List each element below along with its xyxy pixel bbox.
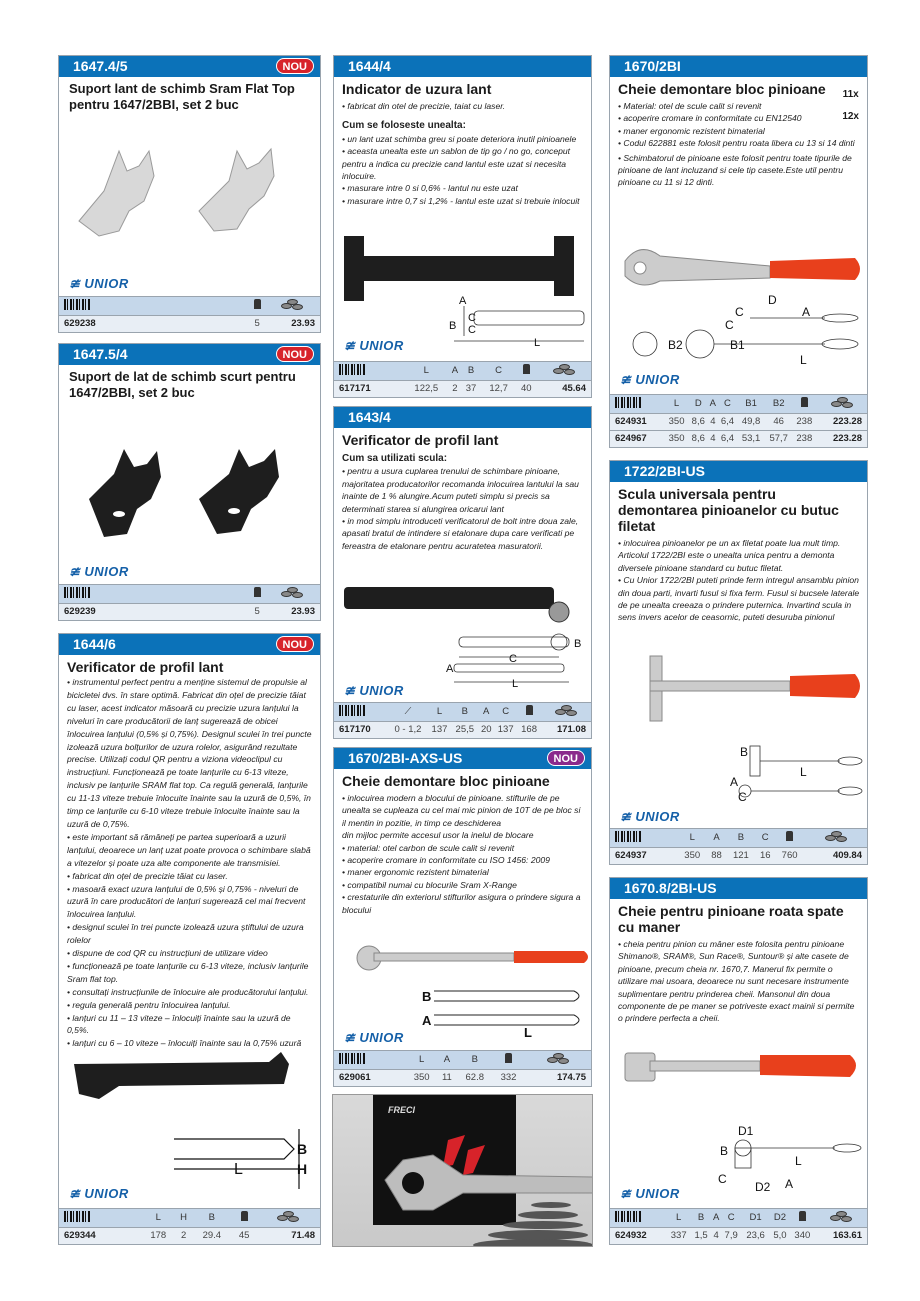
article-code: 629239 — [59, 603, 130, 620]
description-bullet: • instrumentul perfect pentru a menține sistemul de propulsie al bicicletei dvs. în stare optimă. Fabricat din oțel de precizie tăiat cu laser, acest indicator măsoară cu precizie uzura lanțului la niveluri în care producătorii de lanț sugerează de obicei înlocuirea lanțului (0,5% și 0,75%). Designul sculei în trei puncte izolează uzura bolțurilor de uzura rolelor, asigurând rezultate precise. Utilizați codul QR pentru a viziona videoclipul cu instrucțiuni. Funcționează pe toate lanțurile cu 6-13 viteze, inclusiv pe lanțurile SRAM flat top. Ca regulă generală, lanțurile cu 11-13 viteze trebuie înlocuite înainte sau la uzură de 0,5%, în timp ce lanțurile cu 6-10 viteze trebuie înlocuite înainte sau la uzură de 0,75%. — [67, 677, 312, 829]
cell: 137 — [494, 721, 517, 738]
barcode-icon — [339, 1053, 365, 1064]
weight-value: 760 — [775, 847, 804, 864]
cell: 4 — [708, 430, 717, 447]
price-value: 174.75 — [524, 1069, 591, 1086]
description-bullet: • aceasta unealta este un sablon de tip go / no go, conceput pentru a indica cu precizie cand lantul este uzat si necesita inlocuire. — [342, 146, 571, 182]
angle-icon: ⟋ — [388, 703, 428, 721]
cell: 350 — [665, 413, 689, 430]
price-value: 223.28 — [816, 413, 867, 430]
unior-logo: ≇ UNIOR — [69, 276, 129, 291]
cell: 2 — [449, 380, 461, 397]
table-row — [334, 380, 591, 397]
unior-logo-icon: ≇ — [69, 1186, 81, 1201]
coins-icon — [547, 1053, 569, 1064]
svg-text:C: C — [735, 305, 744, 319]
column-header: L — [428, 703, 451, 721]
cell: 23,6 — [741, 1227, 769, 1244]
cell: 46 — [765, 413, 793, 430]
product-card-1722-2bi-us — [609, 460, 868, 865]
column-header: C — [481, 362, 516, 380]
svg-text:C: C — [468, 324, 476, 336]
product-description — [610, 534, 867, 624]
product-title: Suport lant de schimb Sram Flat Top pentru 1647/2BBI, set 2 buc — [69, 81, 295, 112]
table-row — [59, 603, 320, 620]
new-badge: NOU — [276, 636, 314, 652]
barcode-icon — [64, 587, 90, 598]
table-row — [59, 1227, 320, 1244]
price-value: 45.64 — [536, 380, 591, 397]
description-bullet: • designul sculei în trei puncte izolează uzura știftului de uzura rolelor — [67, 922, 304, 946]
svg-text:B: B — [449, 320, 457, 332]
new-badge: NOU — [276, 58, 314, 74]
coins-icon — [831, 397, 853, 408]
weight-value: 45 — [232, 1227, 256, 1244]
column-header-L: L — [141, 1209, 176, 1227]
price-value: 23.93 — [264, 603, 320, 620]
cell: 121 — [726, 847, 755, 864]
unior-logo: ≇ UNIOR — [620, 372, 680, 387]
column-header: B — [451, 703, 478, 721]
product-code: 1670/2BI — [624, 58, 681, 74]
column-header: B — [461, 362, 481, 380]
description-bullet: • dispune de cod QR cu instrucțiuni de utilizare video — [67, 948, 268, 959]
unior-logo: ≇ UNIOR — [620, 1186, 680, 1201]
product-table — [59, 1208, 320, 1244]
svg-text:A: A — [459, 295, 467, 307]
column-header: B2 — [765, 395, 793, 413]
weight-value: 5 — [250, 315, 264, 332]
coins-icon — [553, 364, 575, 375]
cell: 350 — [406, 1069, 437, 1086]
product-code-header — [610, 878, 867, 899]
svg-text:B: B — [422, 989, 432, 1004]
product-table — [334, 702, 591, 738]
description-bullet: • consultați instrucțiunile de înlocuire ale producătorului lanțului. — [67, 986, 309, 997]
cell: 2 — [176, 1227, 191, 1244]
unior-logo: ≇ UNIOR — [620, 809, 680, 824]
table-row — [610, 847, 867, 864]
svg-text:L: L — [534, 337, 541, 349]
product-card-1670-2bi-axs-us — [333, 747, 592, 1087]
description-bullet: • Material: otel de scule calit si revenit — [618, 101, 762, 111]
weight-value: 340 — [790, 1227, 814, 1244]
weight-value: 238 — [792, 430, 816, 447]
table-row — [610, 430, 867, 447]
product-code: 1647.5/4 — [73, 346, 128, 362]
description-bullet: • in mod simplu introduceti verificatorul de bolt intre doua zale, apasati bratul de intindere si etalonare dupa care verificati pe fereastra de etalonare pentru acuratetea masuratorii. — [342, 516, 579, 551]
svg-text:A: A — [446, 663, 454, 675]
column-header: C — [718, 395, 738, 413]
unior-logo-icon: ≇ — [69, 276, 81, 291]
svg-text:B: B — [720, 1144, 729, 1158]
product-title: Verificator de profil lant — [67, 659, 224, 675]
product-title: Cheie demontare bloc pinioane — [342, 773, 550, 789]
product-code: 1644/4 — [348, 58, 391, 74]
product-table — [610, 828, 867, 864]
description-bullet: • masurare intre 0 si 0,6% - lantul nu este uzat — [342, 183, 518, 194]
description-bullet: • material: otel carbon de scule calit si revenit — [342, 842, 515, 853]
product-card-1644-4 — [333, 55, 592, 398]
product-table — [334, 1050, 591, 1086]
coins-icon — [277, 1211, 299, 1222]
coins-icon — [281, 299, 303, 310]
table-row — [59, 315, 320, 332]
cell: 11 — [437, 1069, 456, 1086]
cell: 88 — [707, 847, 726, 864]
column-header: A — [708, 395, 717, 413]
cell: 337 — [666, 1227, 690, 1244]
svg-text:L: L — [800, 765, 807, 779]
cell: 1,5 — [691, 1227, 711, 1244]
weight-value: 5 — [250, 603, 264, 620]
svg-text:D: D — [768, 293, 777, 307]
product-title: Verificator de profil lant — [342, 432, 499, 448]
unior-logo-icon: ≇ — [620, 809, 632, 824]
unior-logo: ≇ UNIOR — [344, 1030, 404, 1045]
column-header: L — [666, 1209, 690, 1227]
description-bullet: • pentru a usura cuplarea trenului de schimbare pinioane, majoritatea producatorilor recomanda inlocuirea lantului la sau inainte de 1 % alungire.Acum puteti simplu si precis sa determinati starea si alungirea oricarui lant — [342, 466, 579, 514]
product-card-1647-5-4 — [58, 343, 321, 621]
cell: 20 — [478, 721, 494, 738]
svg-text:B2: B2 — [668, 338, 683, 352]
description-subheading: Cum sa utilizati scula: — [342, 453, 448, 464]
column-header: L — [406, 1051, 437, 1069]
description-bullet: • masoară exact uzura lanțului de 0,5% și 0,75% - niveluri de uzură în care producători de lanțuri sugerează cel mai frecvent înlocuirea lanțului. — [67, 883, 306, 920]
svg-text:A: A — [802, 305, 811, 319]
product-table — [59, 584, 320, 620]
photo-brand-text: FRECI — [388, 1105, 415, 1115]
product-code: 1722/2BI-US — [624, 463, 705, 479]
description-bullet: • maner ergonomic rezistent bimaterial — [618, 125, 765, 136]
table-row — [334, 721, 591, 738]
product-image — [59, 439, 320, 559]
cell: 6,4 — [718, 430, 738, 447]
svg-text:L: L — [234, 1161, 243, 1178]
column-header: A — [449, 362, 461, 380]
unior-logo-icon: ≇ — [69, 564, 81, 579]
table-row — [334, 1069, 591, 1086]
cell: 4 — [708, 413, 717, 430]
cell: 7,9 — [721, 1227, 741, 1244]
product-code-header — [59, 634, 320, 655]
description-bullet: • masurare intre 0,7 si 1,2% - lantul este uzat si trebuie inlocuit — [342, 195, 580, 206]
column-header: A — [711, 1209, 721, 1227]
cell: 49,8 — [737, 413, 765, 430]
unior-logo: ≇ UNIOR — [69, 564, 129, 579]
column-header: C — [721, 1209, 741, 1227]
description-bullet: • crestaturile din exteriorul stifturilor asigura o prindere sigura a blocului — [342, 892, 581, 915]
product-table — [610, 1208, 867, 1244]
weight-value: 168 — [517, 721, 540, 738]
price-value: 223.28 — [816, 430, 867, 447]
product-code: 1670.8/2BI-US — [624, 880, 717, 896]
svg-text:A: A — [785, 1177, 794, 1191]
product-title: Scula universala pentru demontarea pinioanelor cu butuc filetat — [618, 486, 839, 534]
description-bullet: • acoperire cromare in conformitate cu EN12540 — [618, 113, 802, 124]
product-description — [610, 97, 867, 189]
svg-text:B: B — [574, 638, 582, 650]
unior-logo-icon: ≇ — [344, 1030, 356, 1045]
article-code: 624931 — [610, 413, 665, 430]
svg-text:D1: D1 — [738, 1124, 754, 1138]
article-code: 629344 — [59, 1227, 141, 1244]
svg-text:L: L — [524, 1025, 532, 1040]
table-row — [610, 413, 867, 430]
new-badge: NOU — [547, 750, 585, 766]
description-bullet: • Codul 622881 este folosit pentru roata libera cu 13 si 14 dinti — [618, 138, 855, 149]
new-badge: NOU — [276, 346, 314, 362]
svg-text:A: A — [730, 775, 739, 789]
unior-logo-icon: ≇ — [620, 1186, 632, 1201]
product-description — [334, 97, 591, 207]
weight-value: 332 — [493, 1069, 524, 1086]
svg-text:L: L — [800, 353, 807, 367]
product-description — [59, 675, 320, 1050]
svg-text:A: A — [422, 1013, 432, 1028]
unior-logo: ≇ UNIOR — [344, 683, 404, 698]
article-code: 629061 — [334, 1069, 406, 1086]
description-bullet: • maner ergonomic rezistent bimaterial — [342, 867, 489, 878]
article-code: 624967 — [610, 430, 665, 447]
unior-logo: ≇ UNIOR — [344, 338, 404, 353]
column-header: C — [494, 703, 517, 721]
weight-icon — [505, 1053, 512, 1063]
column-header: B — [691, 1209, 711, 1227]
cell: 5,0 — [770, 1227, 790, 1244]
barcode-icon — [339, 705, 365, 716]
cell: 4 — [711, 1227, 721, 1244]
product-code-header — [59, 56, 320, 77]
svg-text:C: C — [468, 312, 476, 324]
cell: 62.8 — [457, 1069, 493, 1086]
cell: 16 — [756, 847, 775, 864]
column-header: D — [688, 395, 708, 413]
barcode-icon — [615, 397, 641, 408]
description-bullet: • fabricat din oțel de precizie tăiat cu laser. — [67, 870, 228, 881]
weight-icon — [786, 831, 793, 841]
coins-icon — [830, 1211, 852, 1222]
column-header: A — [478, 703, 494, 721]
column-header-B: B — [191, 1209, 232, 1227]
description-bullet: • lanțuri cu 6 – 10 viteze – înlocuiți înainte sau la 0,75% uzură — [67, 1038, 302, 1049]
article-code: 629238 — [59, 315, 130, 332]
price-value: 171.08 — [541, 721, 591, 738]
description-bullet: • funcționează pe toate lanțurile cu 6-13 viteze, inclusiv lanțurile Sram flat top. — [67, 960, 309, 984]
barcode-icon — [615, 1211, 641, 1222]
svg-text:C: C — [738, 790, 747, 804]
product-image — [610, 236, 867, 371]
product-image — [59, 1044, 320, 1194]
barcode-icon — [339, 364, 365, 375]
description-bullet: • inlocuirea modern a blocului de pinioane. stifturile de pe unealta se cupleaza cu cel mai mic pinion de 10T de pe bloc si il mentin in pozitie, in timp ce deschiderea — [342, 793, 581, 828]
description-bullet: • este important să rămâneți pe partea superioară a uzurii lanțului, deoarece un lanț uzat poate provoca o schimbare slabă a vitezelor și poate uza alte componente ale transmisiei. — [67, 831, 311, 868]
product-card-1647-4-5 — [58, 55, 321, 333]
weight-icon — [241, 1211, 248, 1221]
product-table — [610, 394, 867, 447]
cell: 25,5 — [451, 721, 478, 738]
weight-icon — [254, 299, 261, 309]
coins-icon — [555, 705, 577, 716]
column-header: A — [707, 829, 726, 847]
weight-icon — [523, 364, 530, 374]
column-header: A — [437, 1051, 456, 1069]
svg-text:H: H — [297, 1161, 308, 1177]
barcode-icon — [615, 831, 641, 842]
svg-text:C: C — [509, 653, 517, 665]
product-code: 1643/4 — [348, 409, 391, 425]
column-header: C — [756, 829, 775, 847]
product-image — [610, 646, 867, 806]
cell: 8,6 — [688, 430, 708, 447]
teeth-badges — [842, 84, 859, 128]
product-card-1643-4 — [333, 406, 592, 739]
weight-icon — [254, 587, 261, 597]
table-row — [610, 1227, 867, 1244]
weight-value: 238 — [792, 413, 816, 430]
weight-value: 40 — [516, 380, 536, 397]
unior-logo-icon: ≇ — [344, 683, 356, 698]
weight-column-header — [250, 297, 264, 315]
column-header: B1 — [737, 395, 765, 413]
product-description — [334, 789, 591, 916]
description-subheading: Cum se foloseste unealta: — [342, 120, 466, 132]
unior-logo-icon: ≇ — [620, 372, 632, 387]
description-bullet: • lanțuri cu 11 – 13 viteze – înlocuiți înainte sau la uzură de 0,5%. — [67, 1012, 291, 1036]
product-card-1644-6 — [58, 633, 321, 1245]
svg-text:B: B — [297, 1141, 308, 1157]
teeth-badge-12x: 12x — [842, 111, 859, 122]
product-code-header — [610, 56, 867, 77]
teeth-badge-11x: 11x — [842, 89, 859, 100]
cell: 37 — [461, 380, 481, 397]
price-column-header — [264, 297, 320, 315]
svg-text:L: L — [795, 1154, 802, 1168]
description-bullet: • Cu Unior 1722/2BI puteti prinde ferm intregul ansamblu pinion din doua parti, invarti fusul si fixa ferm. Fusul si bucsele laterale de pe unealta creeaza o prindere puternica. Invartind scula in sens invers acelor de ceasornic, puteti desuruba pinionul — [618, 575, 860, 623]
product-code-header — [334, 407, 591, 428]
svg-text:C: C — [725, 318, 734, 332]
svg-text:L: L — [512, 678, 519, 690]
cell: 178 — [141, 1227, 176, 1244]
cell: 137 — [428, 721, 451, 738]
cell: 12,7 — [481, 380, 516, 397]
product-code-header — [334, 748, 591, 769]
column-header: D2 — [770, 1209, 790, 1227]
description-bullet: • cheia pentru pinion cu mâner este folosita pentru pinioane Shimano®, SRAM®, Sun Race®, Suntour® și alte casete de pinioane, precum cheia nr. 1670,7. Manerul fix permite o utilizare mai usoara, deoarece nu sunt necesare instrumente suplimentare pentru prinderea cheii. Mansonul din doua componente de pe maner se potriveste exact mainii si permite o prindere perfecta a cheii. — [618, 939, 855, 1024]
description-bullet: • un lant uzat schimba greu si poate deteriora inutil pinioanele — [342, 133, 577, 144]
barcode-icon — [64, 1211, 90, 1222]
article-code: 617170 — [334, 721, 388, 738]
description-bullet: • acoperire cromare in conformitate cu ISO 1456: 2009 — [342, 855, 550, 866]
cell: 57,7 — [765, 430, 793, 447]
product-image — [59, 141, 320, 281]
unior-logo: ≇ UNIOR — [69, 1186, 129, 1201]
cell: 122,5 — [404, 380, 449, 397]
price-value: 23.93 — [264, 315, 320, 332]
product-title: Suport de lat de schimb scurt pentru 1647/2BBI, set 2 buc — [69, 369, 296, 400]
description-intro: • fabricat din otel de precizie, taiat cu laser. — [342, 101, 506, 111]
article-code: 624932 — [610, 1227, 666, 1244]
article-code: 617171 — [334, 380, 404, 397]
svg-text:D2: D2 — [755, 1180, 771, 1193]
product-image — [610, 1043, 867, 1193]
description-bullet: • Schimbatorul de pinioane este folosit pentru toate tipurile de pinioane de lant incluzand si cele tip casete.Este util pentru pinioane cu 11 si 12 dinti. — [618, 152, 852, 188]
unior-logo-icon: ≇ — [344, 338, 356, 353]
cell: 350 — [665, 430, 689, 447]
description-bullet: din mijloc permite accesul usor la inelul de blocare — [342, 830, 534, 841]
column-header: L — [665, 395, 689, 413]
cell: 0 - 1,2 — [388, 721, 428, 738]
product-title: Indicator de uzura lant — [342, 81, 492, 97]
column-header-H: H — [176, 1209, 191, 1227]
article-code: 624937 — [610, 847, 678, 864]
cell: 6,4 — [718, 413, 738, 430]
product-image — [334, 572, 591, 692]
product-card-1670-2bi — [609, 55, 868, 448]
column-header: L — [404, 362, 449, 380]
svg-text:B1: B1 — [730, 338, 745, 352]
barcode-column-header — [59, 297, 130, 315]
product-table — [59, 296, 320, 332]
product-code: 1644/6 — [73, 636, 116, 652]
description-bullet: • inlocuirea pinioanelor pe un ax filetat poate lua mult timp. Articolul 1722/2BI este o unealta unica pentru a demonta diversele pinioane standard cu butuc filetat. — [618, 538, 841, 573]
wrench-photo-icon — [333, 1095, 593, 1247]
product-card-1670-8-2bi-us — [609, 877, 868, 1245]
price-value: 71.48 — [256, 1227, 320, 1244]
weight-icon — [799, 1211, 806, 1221]
product-code: 1647.4/5 — [73, 58, 128, 74]
cell: 8,6 — [688, 413, 708, 430]
product-title: Cheie demontare bloc pinioane — [618, 81, 826, 97]
product-code-header — [59, 344, 320, 365]
column-header: B — [457, 1051, 493, 1069]
column-header: D1 — [741, 1209, 769, 1227]
cell: 350 — [678, 847, 707, 864]
weight-icon — [801, 397, 808, 407]
cell: 29.4 — [191, 1227, 232, 1244]
product-image — [334, 933, 591, 1043]
cell: 53,1 — [737, 430, 765, 447]
product-description — [610, 935, 867, 1025]
coins-icon — [825, 831, 847, 842]
product-code-header — [610, 461, 867, 482]
column-header: B — [726, 829, 755, 847]
product-photo — [332, 1094, 593, 1247]
svg-text:B: B — [740, 745, 749, 759]
svg-text:C: C — [718, 1172, 727, 1186]
product-image — [334, 226, 591, 351]
product-description — [334, 448, 591, 552]
description-bullet: • compatibil numai cu blocurile Sram X-Range — [342, 879, 517, 890]
price-value: 163.61 — [815, 1227, 867, 1244]
barcode-icon — [64, 299, 90, 310]
product-code: 1670/2BI-AXS-US — [348, 750, 463, 766]
product-title: Cheie pentru pinioane roata spate cu maner — [618, 903, 844, 935]
column-header: L — [678, 829, 707, 847]
coins-icon — [281, 587, 303, 598]
product-code-header — [334, 56, 591, 77]
product-table — [334, 361, 591, 397]
description-bullet: • regula generală pentru înlocuirea lanțului. — [67, 999, 231, 1010]
price-value: 409.84 — [804, 847, 867, 864]
weight-icon — [526, 705, 533, 715]
